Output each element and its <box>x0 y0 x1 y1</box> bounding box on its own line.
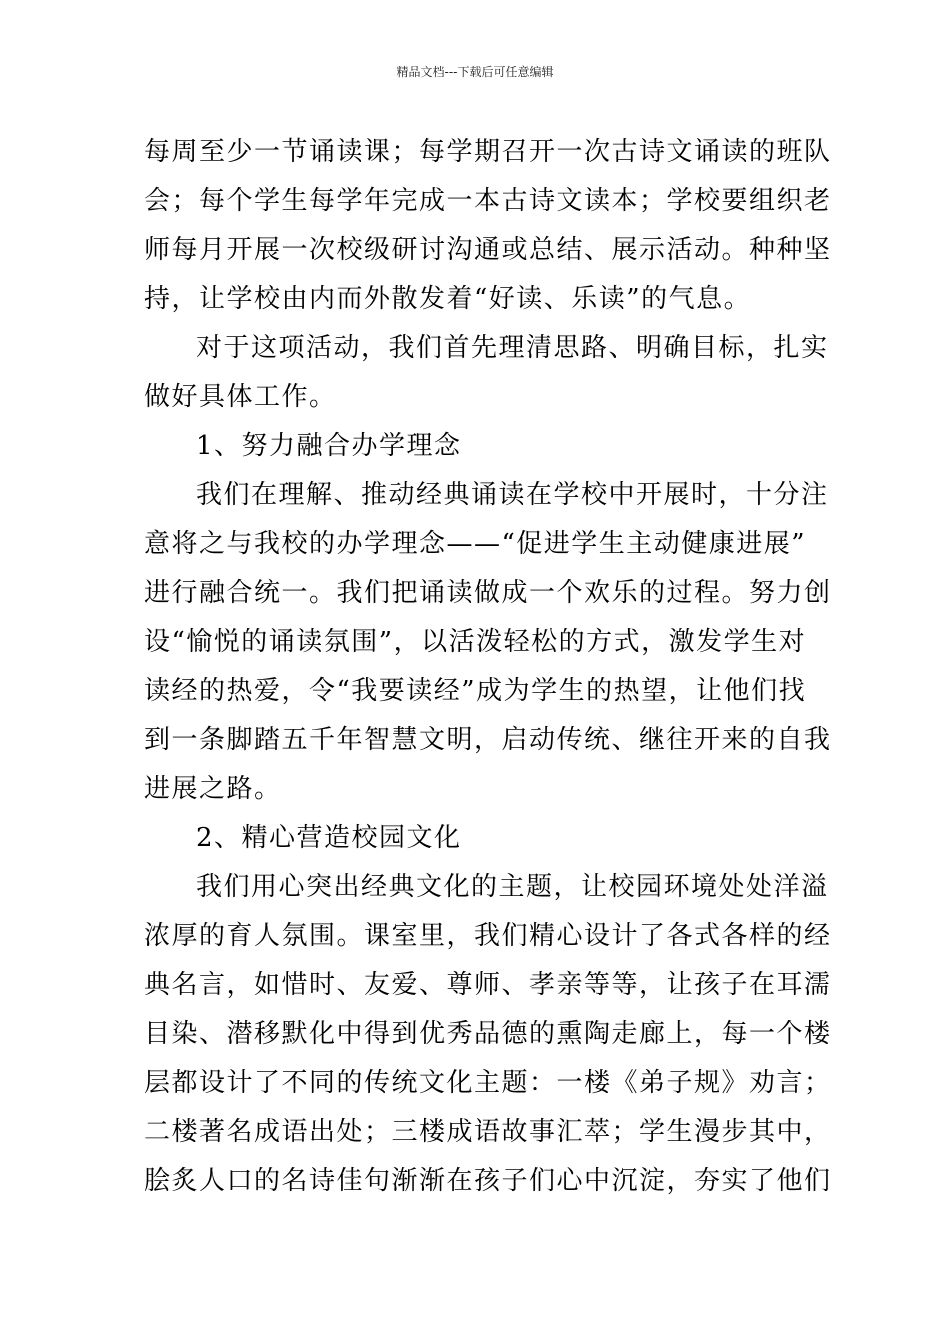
text-line: 目染、潜移默化中得到优秀品德的熏陶走廊上，每一个楼 <box>144 1019 832 1049</box>
text-line: 每周至少一节诵读课；每学期召开一次古诗文诵读的班队 <box>144 137 832 167</box>
text-line: 读经的热爱，令“我要读经”成为学生的热望，让他们找 <box>144 676 807 706</box>
text-line: 会；每个学生每学年完成一本古诗文读本；学校要组织老 <box>144 186 832 216</box>
text-line: 二楼著名成语出处；三楼成语故事汇萃；学生漫步其中， <box>144 1117 832 1147</box>
text-line: 师每月开展一次校级研讨沟通或总结、展示活动。种种坚 <box>144 235 832 265</box>
text-line: 做好具体工作。 <box>144 382 337 412</box>
text-line: 持，让学校由内而外散发着“好读、乐读”的气息。 <box>144 284 752 314</box>
page-header: 精品文档---下载后可任意编辑 <box>396 65 554 79</box>
text-line: 意将之与我校的办学理念——“促进学生主动健康进展” <box>144 529 807 559</box>
text-line: 设“愉悦的诵读氛围”，以活泼轻松的方式，激发学生对 <box>144 627 807 657</box>
paragraph-first-line: 对于这项活动，我们首先理清思路、明确目标，扎实 <box>196 333 829 363</box>
text-line: 进展之路。 <box>144 774 282 804</box>
text-line: 层都设计了不同的传统文化主题：一楼《弟子规》劝言； <box>144 1068 832 1098</box>
text-line: 脍炙人口的名诗佳句渐渐在孩子们心中沉淀，夯实了他们 <box>144 1166 832 1196</box>
section-heading-1: 1、努力融合办学理念 <box>196 431 462 461</box>
text-line: 进行融合统一。我们把诵读做成一个欢乐的过程。努力创 <box>144 578 832 608</box>
document-body <box>144 128 832 1206</box>
text-line: 到一条脚踏五千年智慧文明，启动传统、继往开来的自我 <box>144 725 832 755</box>
text-line: 浓厚的育人氛围。课室里，我们精心设计了各式各样的经 <box>144 921 832 951</box>
section-heading-2: 2、精心营造校园文化 <box>196 823 462 853</box>
paragraph-first-line: 我们用心突出经典文化的主题，让校园环境处处洋溢 <box>196 872 829 902</box>
text-line: 典名言，如惜时、友爱、尊师、孝亲等等，让孩子在耳濡 <box>144 970 832 1000</box>
paragraph-first-line: 我们在理解、推动经典诵读在学校中开展时，十分注 <box>196 480 829 510</box>
